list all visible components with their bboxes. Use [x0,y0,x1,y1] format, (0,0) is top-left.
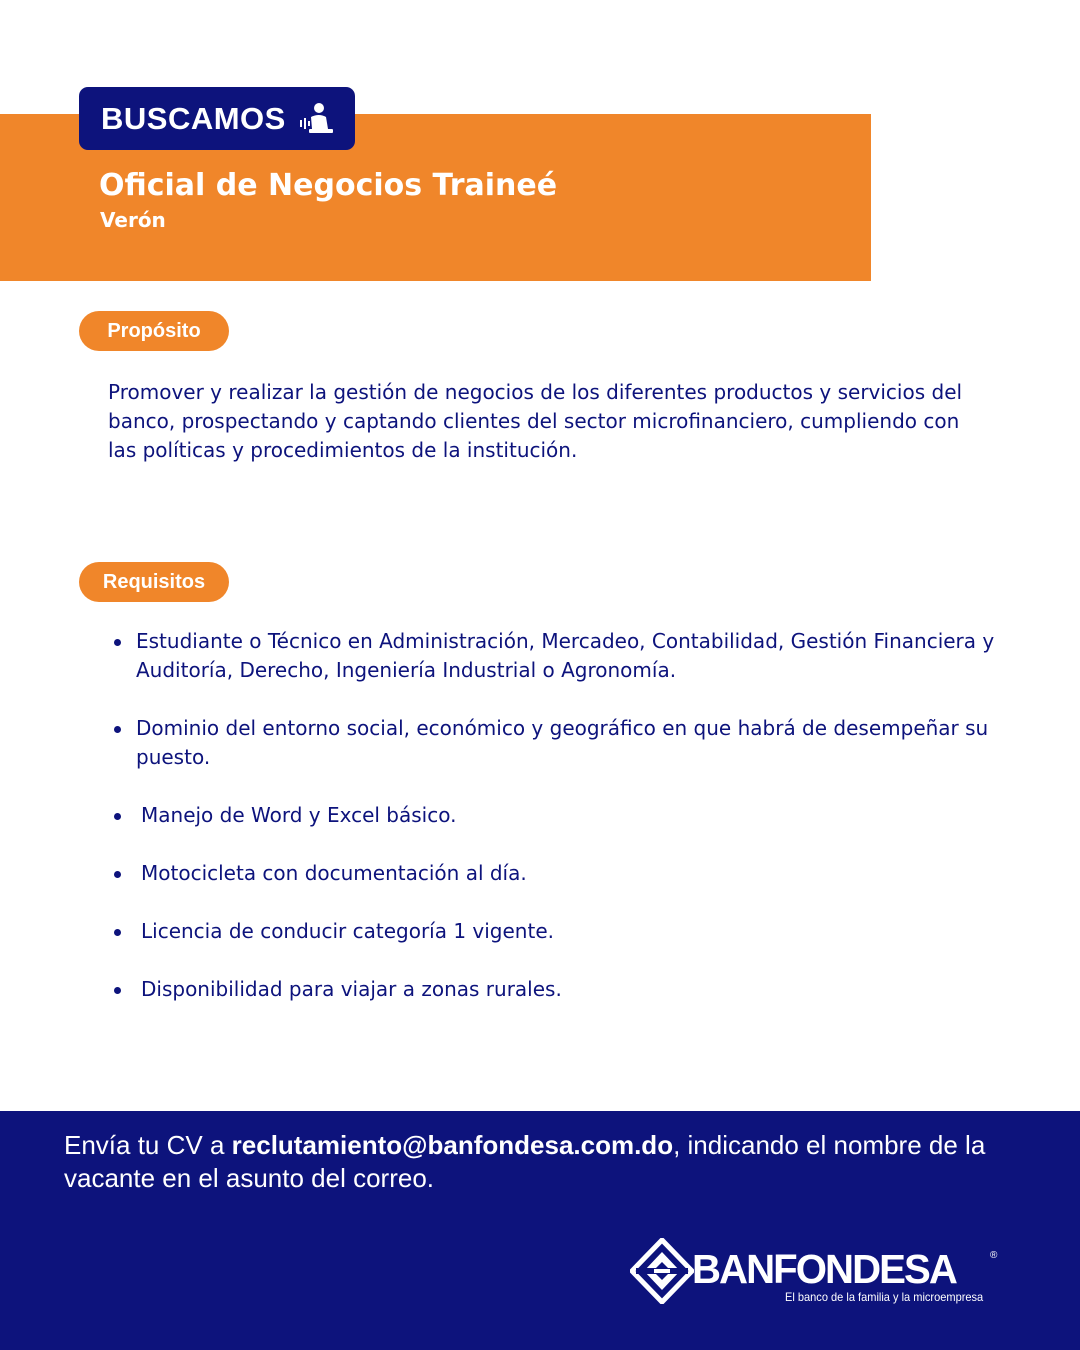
banfondesa-diamond-logo-icon [630,1238,694,1304]
buscamos-tag [79,87,355,150]
list-item [114,975,1014,1004]
email-link[interactable]: reclutamiento@banfondesa.com.do [231,1130,674,1160]
purpose-label: Propósito [79,311,229,351]
requirement-text: Disponibilidad para viajar a zonas rurales. [141,977,562,1001]
job-title: Oficial de Negocios Traineé [99,168,558,203]
logo-registered-mark: ® [990,1250,998,1261]
footer-text-after: , indicando el nombre de la vacante en el asunto del correo. [64,1130,986,1193]
requirement-text: Motocicleta con documentación al día. [141,861,527,885]
list-item [114,917,1014,946]
purpose-text: Promover y realizar la gestión de negocios de los diferentes productos y servicios del banco, prospectando y captando clientes del sector microfinanciero, cumpliendo con las políticas y procedimientos de la institución. [108,380,963,462]
list-item [114,627,1014,685]
bullet-icon [114,987,121,994]
logo-tagline: El banco de la familia y la microempresa [785,1290,984,1304]
requirement-text: Licencia de conducir categoría 1 vigente. [141,919,554,943]
bullet-icon [114,726,121,733]
bullet-icon [114,871,121,878]
job-location: Verón [100,208,166,232]
list-item [114,801,1014,830]
bullet-icon [114,813,121,820]
footer-text-before: Envía tu CV a [64,1130,232,1160]
requirements-label: Requisitos [79,562,229,602]
bullet-icon [114,929,121,936]
person-at-desk-icon [297,101,333,137]
list-item [114,859,1014,888]
bullet-icon [114,639,121,646]
footer-instructions [64,1129,1024,1195]
banfondesa-logo [630,1238,1010,1308]
buscamos-label: BUSCAMOS [101,100,286,136]
logo-wordmark: BANFONDESA [692,1246,956,1292]
requirement-text: Manejo de Word y Excel básico. [141,803,457,827]
list-item [114,714,1014,772]
requirement-text: Estudiante o Técnico en Administración, Mercadeo, Contabilidad, Gestión Financiera y Auditoría, Derecho, Ingeniería Industrial o Agronomía. [136,629,995,682]
requirement-text: Dominio del entorno social, económico y geográfico en que habrá de desempeñar su puesto. [136,716,989,769]
